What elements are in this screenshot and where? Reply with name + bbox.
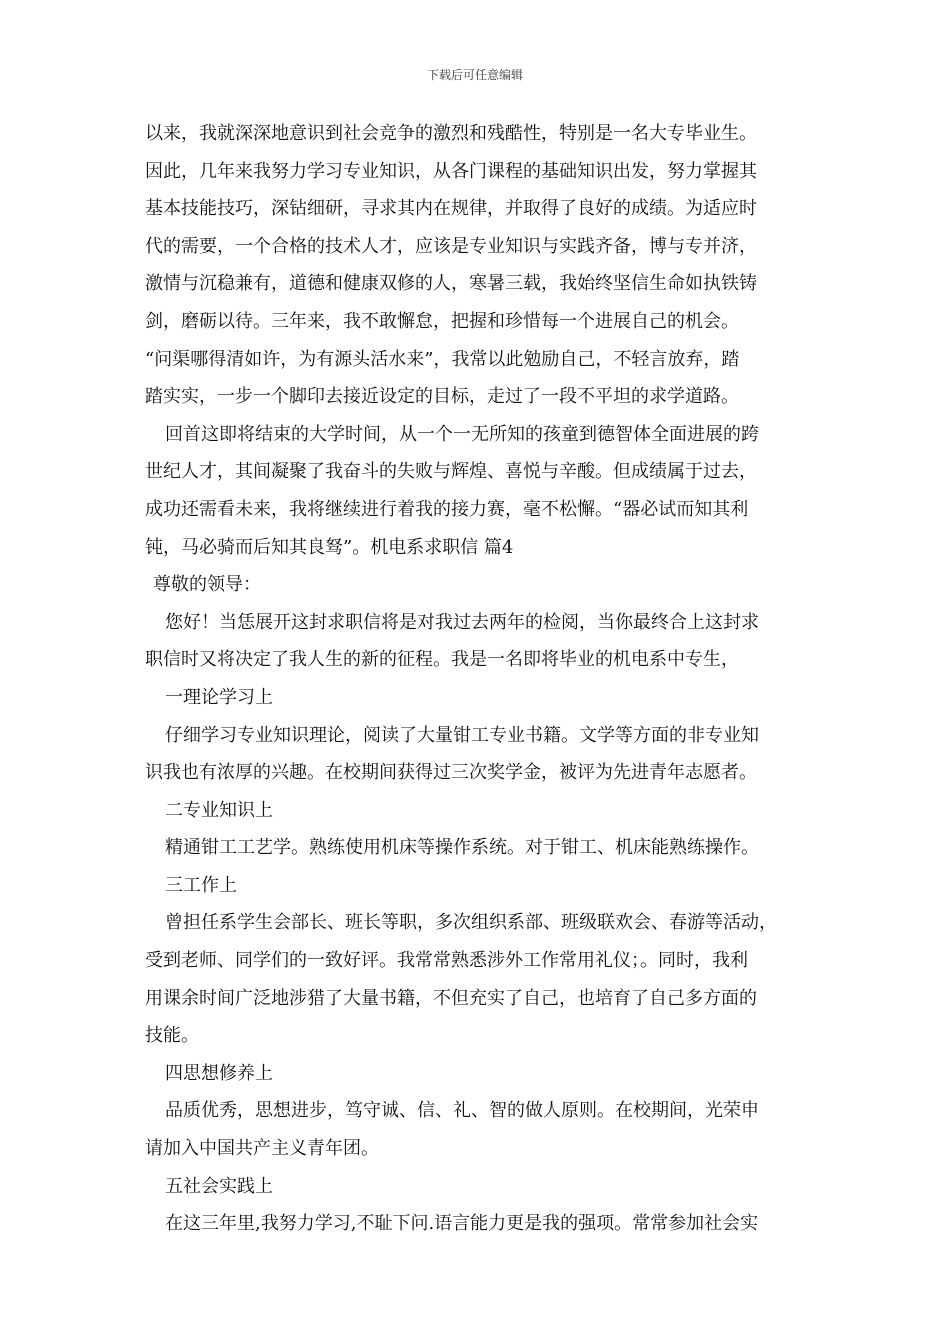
- text-line: 技能。: [145, 1025, 199, 1047]
- text-line: 用课余时间广泛地涉猎了大量书籍，不但充实了自己，也培育了自己多方面的: [145, 987, 757, 1009]
- text-line: 踏实实，一步一个脚印去接近设定的目标，走过了一段不平坦的求学道路。: [145, 386, 739, 408]
- text-line: 世纪人才，其间凝聚了我奋斗的失败与辉煌、喜悦与辛酸。但成绩属于过去，: [145, 461, 757, 483]
- text-line: 识我也有浓厚的兴趣。在校期间获得过三次奖学金，被评为先进青年志愿者。: [145, 762, 757, 784]
- text-line: 成功还需看未来，我将继续进行着我的接力赛，毫不松懈。“器必试而知其利: [145, 498, 749, 520]
- text-line: 品质优秀，思想进步，笃守诚、信、礼、智的做人原则。在校期间，光荣申: [165, 1100, 759, 1122]
- text-line: 精通钳工工艺学。熟练使用机床等操作系统。对于钳工、机床能熟练操作。: [165, 837, 759, 859]
- section-heading: 五社会实践上: [165, 1175, 273, 1197]
- section-heading: 二专业知识上: [165, 799, 273, 821]
- text-line: 激情与沉稳兼有，道德和健康双修的人，寒暑三载，我始终坚信生命如执铁铸: [145, 273, 757, 295]
- text-line: 在这三年里,我努力学习,不耻下问.语言能力更是我的强项。常常参加社会实: [165, 1213, 759, 1235]
- text-line: 职信时又将决定了我人生的新的征程。我是一名即将毕业的机电系中专生，: [145, 649, 739, 671]
- text-line: 仔细学习专业知识理论，阅读了大量钳工专业书籍。文学等方面的非专业知: [165, 724, 759, 746]
- text-line: 代的需要，一个合格的技术人才，应该是专业知识与实践齐备，博与专并济，: [145, 235, 757, 257]
- section-heading: 一理论学习上: [165, 686, 273, 708]
- section-heading: 三工作上: [165, 874, 237, 896]
- text-line: 请加入中国共产主义青年团。: [145, 1138, 379, 1160]
- text-line: “问渠哪得清如许，为有源头活水来”，我常以此勉励自己，不轻言放弃，踏: [145, 348, 740, 370]
- text-line: 因此，几年来我努力学习专业知识，从各门课程的基础知识出发，努力掌握其: [145, 160, 757, 182]
- document-body: [145, 115, 810, 1243]
- section-heading: 四思想修养上: [165, 1062, 273, 1084]
- text-line: 剑，磨砺以待。三年来，我不敢懈怠，把握和珍惜每一个进展自己的机会。: [145, 310, 739, 332]
- text-line: 受到老师、同学们的一致好评。我常常熟悉涉外工作常用礼仪；。同时，我利: [145, 950, 748, 972]
- header-note: 下载后可任意编辑: [426, 68, 523, 82]
- text-line: 钝，马必骑而后知其良驽”。机电系求职信 篇4: [145, 536, 514, 558]
- text-line: 基本技能技巧，深钻细研，寻求其内在规律，并取得了良好的成绩。为适应时: [145, 198, 757, 220]
- text-line: 以来，我就深深地意识到社会竞争的激烈和残酷性，特别是一名大专毕业生。: [145, 123, 757, 144]
- text-line: 回首这即将结束的大学时间，从一个一无所知的孩童到德智体全面进展的跨: [165, 423, 759, 445]
- salutation: 尊敬的领导：: [153, 574, 261, 596]
- text-line: 曾担任系学生会部长、班长等职，多次组织系部、班级联欢会、春游等活动，: [165, 912, 777, 934]
- text-line: 您好！当恁展开这封求职信将是对我过去两年的检阅，当你最终合上这封求: [165, 611, 759, 633]
